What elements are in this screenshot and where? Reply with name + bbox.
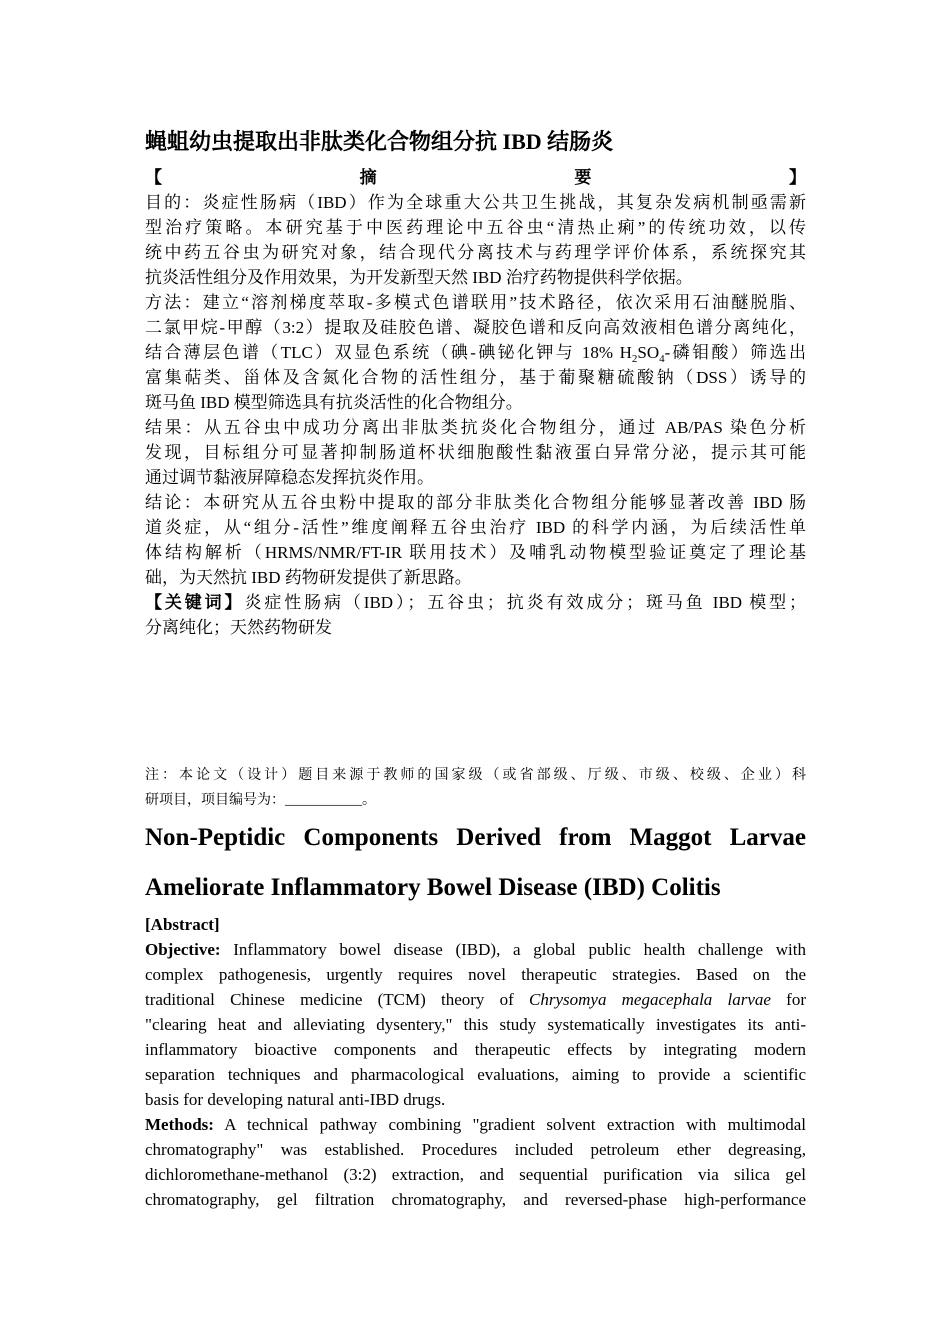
text-line: "clearing heat and alleviating dysentery," this study systematically investigates its anti- xyxy=(145,1015,806,1034)
text-line: separation techniques and pharmacological evaluations, aiming to provide a scientific xyxy=(145,1065,806,1084)
bold-label: Methods: xyxy=(145,1115,214,1134)
text-line: 研项目，项目编号为：___________。 xyxy=(145,793,376,808)
text-line: basis for developing natural anti-IBD drugs. xyxy=(145,1090,446,1109)
text-line: Non-Peptidic Components Derived from Maggot Larvae xyxy=(145,824,806,851)
text-line: complex pathogenesis, urgently requires novel therapeutic strategies. Based on the xyxy=(145,965,806,984)
text-line: 础，为天然抗 IBD 药物研发提供了新思路。 xyxy=(145,568,472,587)
text-line: 注：本论文（设计）题目来源于教师的国家级（或省部级、厅级、市级、校级、企业）科 xyxy=(145,768,806,783)
text-run: for xyxy=(770,990,806,1009)
english-abstract xyxy=(145,912,806,1212)
chinese-abstract xyxy=(145,165,806,640)
text-line: 统中药五谷虫为研究对象，结合现代分离技术与药理学评价体系，系统探究其 xyxy=(145,243,806,262)
subscript: 2 xyxy=(631,353,638,365)
bold-label: Objective: xyxy=(145,940,221,959)
bold-label: 【关键词】 xyxy=(145,593,245,612)
bold-label: 【摘要】 xyxy=(145,168,806,187)
text-line: 二氯甲烷-甲醇（3:2）提取及硅胶色谱、凝胶色谱和反向高效液相色谱分离纯化， xyxy=(145,318,806,337)
text-line xyxy=(145,937,806,962)
text-line: chromatography" was established. Procedures included petroleum ether degreasing, xyxy=(145,1140,806,1159)
text-line: chromatography, gel filtration chromatography, and reversed-phase high-performance xyxy=(145,1190,806,1209)
text-line xyxy=(145,987,806,1012)
text-line: 斑马鱼 IBD 模型筛选具有抗炎活性的化合物组分。 xyxy=(145,393,523,412)
text-line: 抗炎活性组分及作用效果，为开发新型天然 IBD 治疗药物提供科学依据。 xyxy=(145,268,693,287)
text-line: 结果：从五谷虫中成功分离出非肽类抗炎化合物组分，通过 AB/PAS 染色分析 xyxy=(145,418,806,437)
chinese-title: 蝇蛆幼虫提取出非肽类化合物组分抗 IBD 结肠炎 xyxy=(145,129,614,154)
text-line: 目的：炎症性肠病（IBD）作为全球重大公共卫生挑战，其复杂发病机制亟需新 xyxy=(145,193,806,212)
text-run: Inflammatory bowel disease (IBD), a global public health challenge with xyxy=(220,940,806,959)
text-run: traditional Chinese medicine (TCM) theory of xyxy=(145,990,529,1009)
text-run: SO xyxy=(637,343,660,362)
text-line: 型治疗策略。本研究基于中医药理论中五谷虫“清热止痢”的传统功效，以传 xyxy=(145,218,806,237)
text-line: 富集萜类、甾体及含氮化合物的活性组分，基于葡聚糖硫酸钠（DSS）诱导的 xyxy=(145,368,806,387)
text-line xyxy=(145,1112,806,1137)
text-run: -磷钼酸）筛选出 xyxy=(664,343,806,362)
text-line xyxy=(145,912,806,937)
text-run: 结合薄层色谱（TLC）双显色系统（碘-碘铋化钾与 18% H xyxy=(145,343,632,362)
english-title xyxy=(145,818,806,918)
text-line: Ameliorate Inflammatory Bowel Disease (IBD) Colitis xyxy=(145,874,721,901)
text-run: 炎症性肠病（IBD）；五谷虫；抗炎有效成分；斑马鱼 IBD 模型； xyxy=(244,593,806,612)
text-line xyxy=(145,165,806,190)
text-line: 结论：本研究从五谷虫粉中提取的部分非肽类化合物组分能够显著改善 IBD 肠 xyxy=(145,493,806,512)
footnote xyxy=(145,763,806,813)
text-line: 道炎症，从“组分-活性”维度阐释五谷虫治疗 IBD 的科学内涵，为后续活性单 xyxy=(145,518,806,537)
text-line: inflammatory bioactive components and therapeutic effects by integrating modern xyxy=(145,1040,806,1059)
text-line: 方法：建立“溶剂梯度萃取-多模式色谱联用”技术路径，依次采用石油醚脱脂、 xyxy=(145,293,806,312)
text-line: 体结构解析（HRMS/NMR/FT-IR 联用技术）及哺乳动物模型验证奠定了理论基 xyxy=(145,543,806,562)
subscript: 4 xyxy=(659,353,665,365)
italic-text: Chrysomya megacephala larvae xyxy=(529,990,771,1009)
text-line: dichloromethane-methanol (3:2) extraction, and sequential purification via silica gel xyxy=(145,1165,806,1184)
text-line: 发现，目标组分可显著抑制肠道杯状细胞酸性黏液蛋白异常分泌，提示其可能 xyxy=(145,443,806,462)
text-run: A technical pathway combining "gradient solvent extraction with multimodal xyxy=(213,1115,806,1134)
text-line: 通过调节黏液屏障稳态发挥抗炎作用。 xyxy=(145,468,434,487)
text-line: 分离纯化；天然药物研发 xyxy=(145,618,332,637)
bold-label: [Abstract] xyxy=(145,915,220,934)
text-line xyxy=(145,590,806,615)
text-line xyxy=(145,340,806,365)
